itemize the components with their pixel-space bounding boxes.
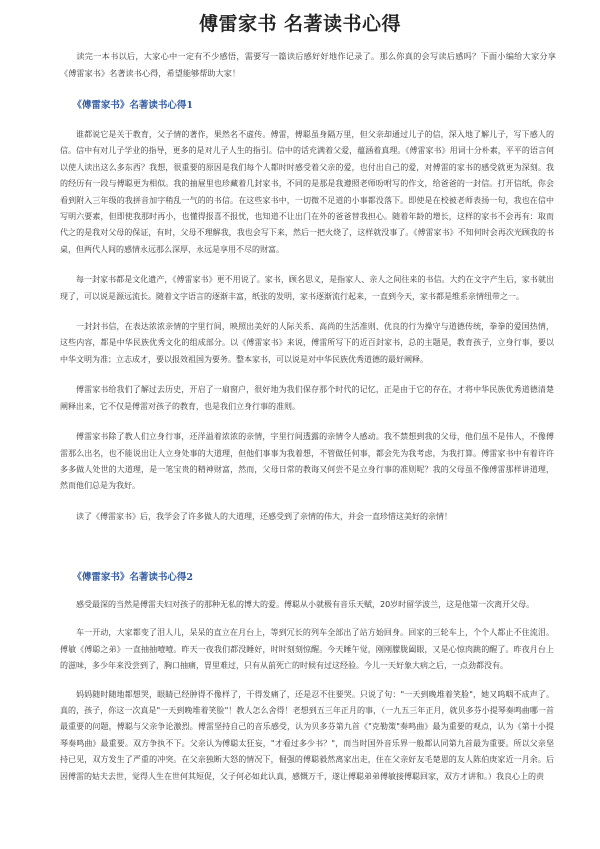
section-1-paragraph-1: 谁都说它是关于教育，父子情的著作，果然名不虚传。傅雷，傅聪虽身隔万里，但父亲却通过儿子的信，深入地了解儿子，写下感人的信。信中有对儿子学业的指导，更多的是对儿子人生的指引。信中的话充满着父爱，蕴涵着真理。《傅雷家书》用词十分朴素，平平的语言何以使人读出这么多东西？我想，很重要的原因是我们每个人都时时感受着父亲的爱，也付出自己的爱，对傅雷的家书的感受就更为深刻。我的经历有一段与傅聪更为相似。我的抽屉里也珍藏着几封家书，不同的是那是我遵照老师吩咐写的作文，给爸爸的一封信。打开信纸，你会看到附入三年级的我拼音加字稍乱一气的的书信。在这些家书中，一切微不足道的小事都没落下。即使是在校被老师表扬一句，我也在信中写明六要素，但即使我那时再小，也懂得报喜不报忧，也知道不让出门在外的爸爸替我担心。随着年龄的增长，这样的家书不会再有：取而代之的是我对父母的保证，有时，父母不理解我，我也会写下来，然后一把火烧了，这样就没事了。《傅雷家书》不知何时会再次光顾我的书桌，但两代人间的感情永远那么深厚，永远是享用不尽的财富。: [60, 130, 554, 254]
section-1-paragraph-3: 一封封书信，在表达浓浓亲情的字里行间，映照出美好的人际关系、高尚的生活准则、优良的行为操守与道德传统，拳拳的爱国热情，这些内容，都是中华民族优秀文化的组成部分。以《傅雷家书》来说，傅雷所写下的近百封家书，总的主题是，教育孩子，立身行事，要以中华文明为准；立志成才，要以报效祖国为要务。整本家书，可以说是对中华民族优秀道德的最好阐释。: [60, 322, 554, 364]
section-1: [60, 99, 554, 525]
section-2-paragraph-1: 感受最深的当然是傅雷夫妇对孩子的那种无私的博大的爱。傅聪从小就极有音乐天赋，20岁时留学波兰，这是他第一次离开父母。: [76, 600, 535, 609]
section-2: [60, 571, 554, 785]
intro-block: [60, 48, 556, 82]
section-1-heading: 《傅雷家书》名著读书心得1: [72, 100, 193, 111]
section-2-heading: 《傅雷家书》名著读书心得2: [72, 572, 193, 583]
intro-paragraph: 读完一本书以后，大家心中一定有不少感悟，需要写一篇读后感好好地作记录了。那么你真的会写读后感吗？下面小编给大家分享《傅雷家书》名著读书心得，希望能够帮助大家！: [60, 51, 556, 78]
section-1-paragraph-6: 读了《傅雷家书》后，我学会了许多做人的大道理，还感受到了亲情的伟大，并会一直珍惜这美好的亲情！: [76, 511, 452, 521]
section-1-paragraph-2: 每一封家书都是文化遗产，《傅雷家书》更不用说了。家书，顾名思义，是指家人、亲人之间往来的书信。大约在文字产生后，家书就出现了，可以说是源远流长。随着文字语言的逐渐丰富，纸张的发明，家书逐渐流行起来，一直到今天，家书都是维系亲情纽带之一。: [60, 275, 554, 301]
section-1-paragraph-5: 傅雷家书除了教人们立身行事，还洋溢着浓浓的亲情，字里行间透露的亲情令人感动。我不禁想到我的父母，他们虽不是伟人，不像傅雷那么出名，也不能说出让人立身处事的大道理，但他们事事为我着想，不管做任何事，都会先为我考虑，为我打算。傅雷家书中有着许许多多做人处世的大道理，是一笔宝贵的精神财富，然而，父母日常的教诲又何尝不是立身行事的准则呢？我的父母虽不像傅雷那样讲道理，然而他们总是为我好。: [60, 432, 554, 491]
page-title: 傅雷家书 名著读书心得: [198, 13, 402, 35]
section-2-paragraph-3: 妈妈随时随地都想哭，眼睛已经肿得不像样了，干得发痛了，还是忍不住要哭。只说了句："一天到晚堆着笑脸"，她又呜咽不成声了。真的，孩子，你这一次真是"一天到晚堆着笑脸"！教人怎么舍得！老想到五三年正月的事，（一九五三年正月，就贝多芬小提琴奏鸣曲哪一首最重要的问题，傅聪与父亲争论激烈。傅雷坚持自己的音乐感受，认为贝多芬第九首《"克勒策"奏鸣曲》最为重要的观点，认为《第十小提琴奏鸣曲》最重要。双方争执不下。父亲认为傅聪太狂妄，"才看过多少书？"，而当时国外音乐界一般都认同第九首最为重要。所以父亲坚持已见，双方发生了严重的冲突。在父亲独断大怒的情况下，倔强的傅聪毅然离家出走，住在父亲好友毛楚恩的友人陈伯庚家近一月余。后因傅雷的姑夫去世，觉得人生在世何其短促，父子何必如此认真，感慨万千，遂让傅聪弟弟傅敏接傅聪回家，双方才讲和。）我良心上的责: [60, 689, 554, 781]
section-2-paragraph-2: 车一开动，大家都变了泪人儿，呆呆的直立在月台上，等到冗长的列车全部出了站方始回身。回家的三轮车上，个个人都止不住流泪。傅敏《傅聪之弟》一直抽抽噎噎。昨天一夜我们都没睡好，时时刻刻惊醒。今天睡午觉，刚刚朦胧阖眼，又是心惊肉跳的醒了。昨夜月台上的滋味，多少年来没尝到了，胸口抽痛，胃里难过，只有从前死亡的时候有过这经验。今儿一天好象大病之后，一点劲都没有。: [60, 628, 554, 671]
section-1-paragraph-4: 傅雷家书给我们了解过去历史，开启了一扇窗户，很好地为我们保存那个时代的记忆，正是由于它的存在，才将中华民族优秀道德清楚阐释出来，它不仅是傅雷对孩子的教育，也是我们立身行事的准则。: [60, 385, 554, 411]
